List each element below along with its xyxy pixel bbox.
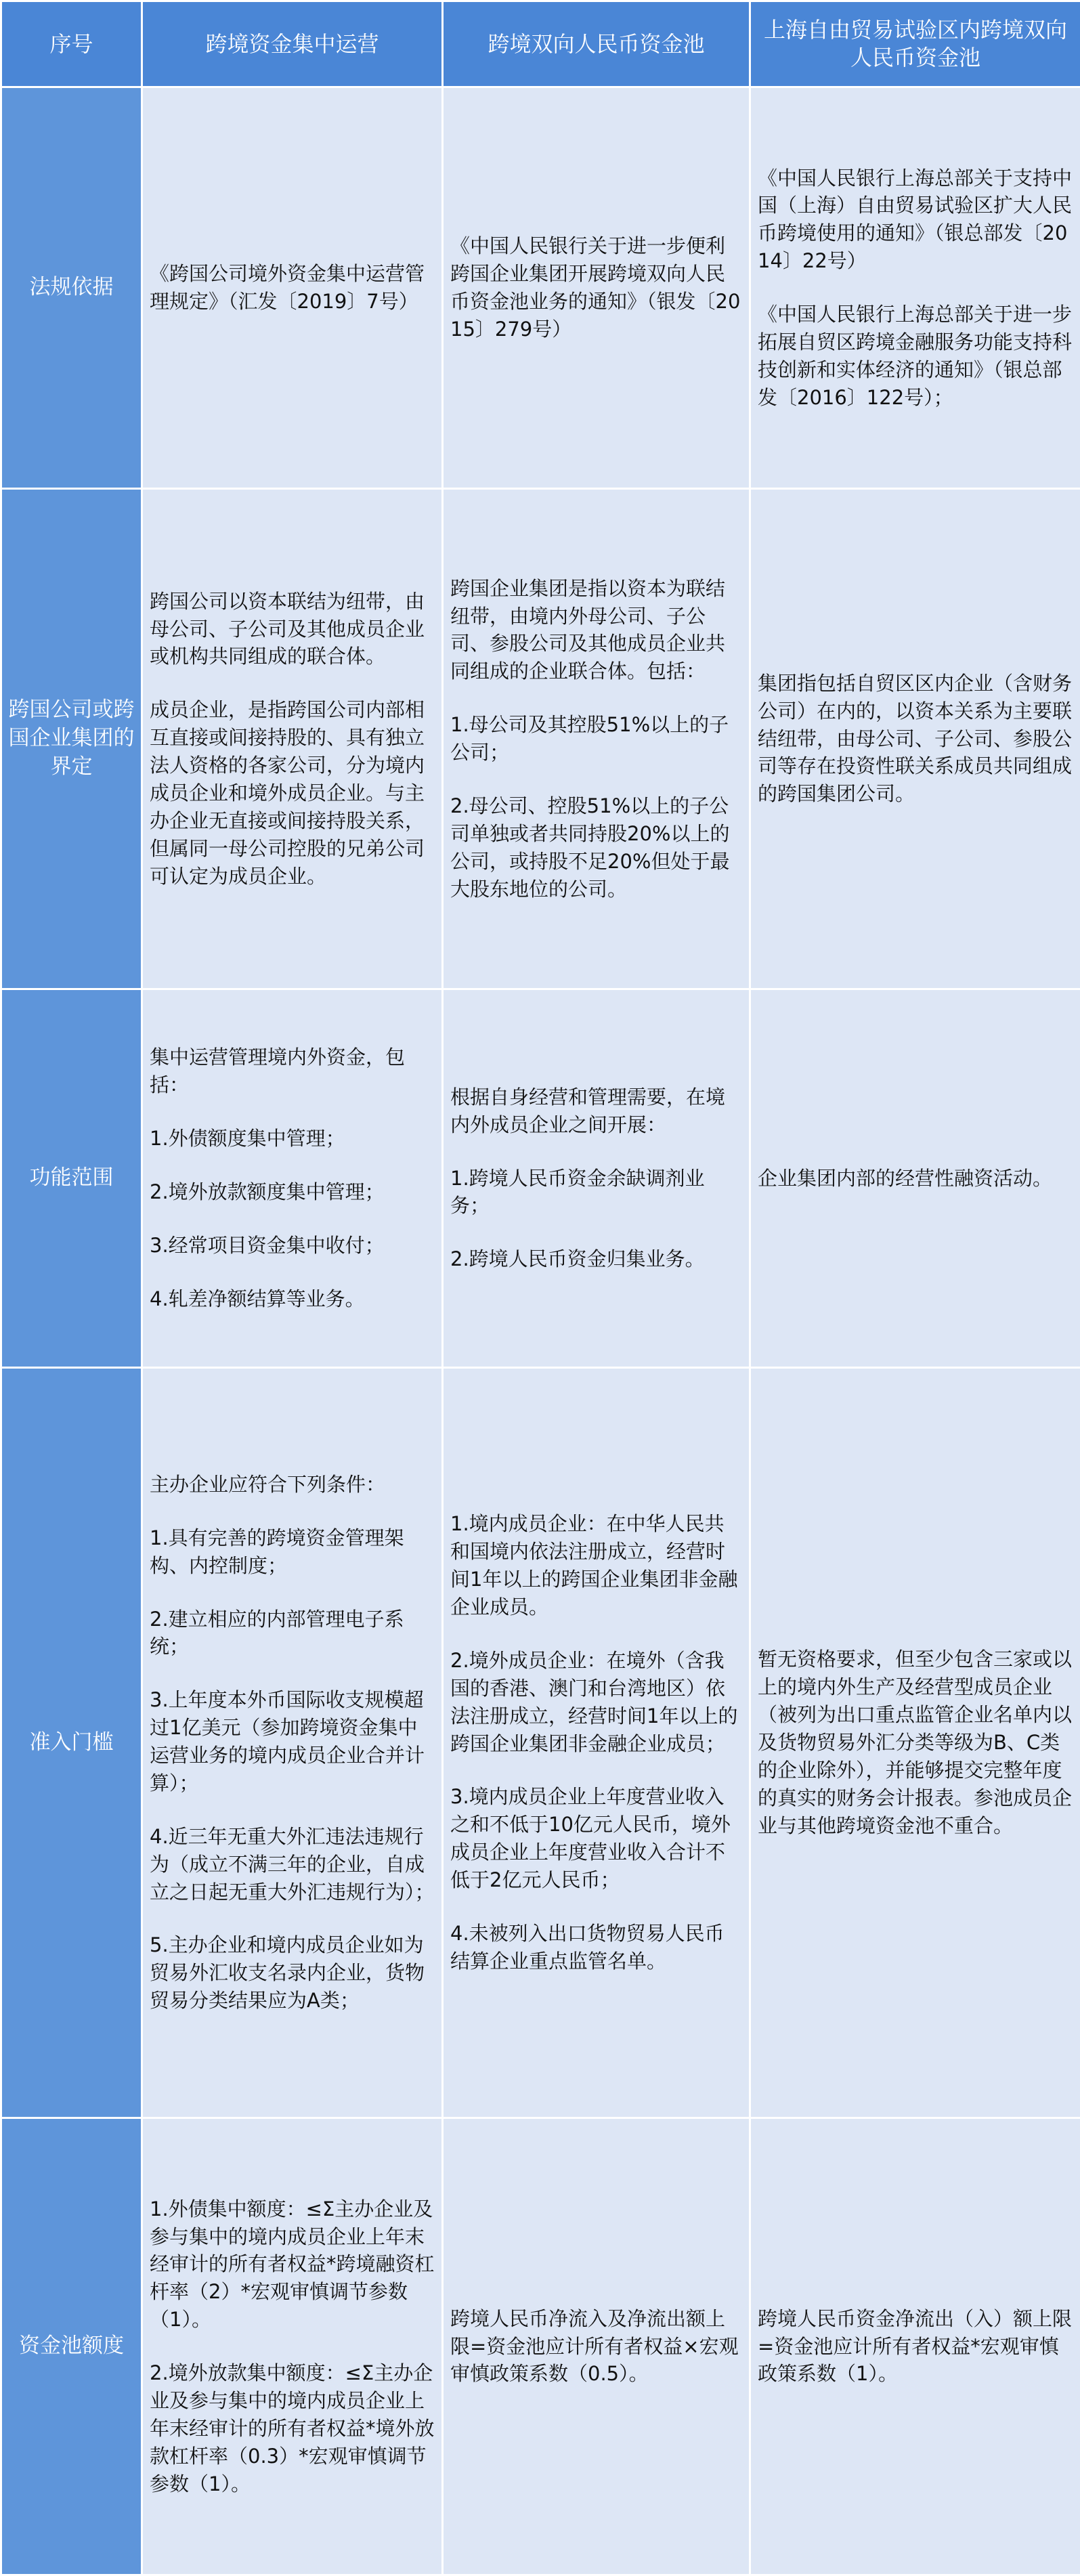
cell-paragraph: 3.上年度本外币国际收支规模超过1亿美元（参加跨境资金集中运营业务的境内成员企业合并计算）； xyxy=(150,1686,435,1797)
cell-paragraph: 2.母公司、控股51%以上的子公司单独或者共同持股20%以上的公司，或持股不足20%但处于最大股东地位的公司。 xyxy=(450,792,742,903)
header-cross-border-fund-operation: 跨境资金集中运营 xyxy=(142,1,443,87)
cell-paragraph: 成员企业，是指跨国公司内部相互直接或间接持股的、具有独立法人资格的各家公司，分为境内成员企业和境外成员企业。与主办企业无直接或间接持股关系，但属同一母公司控股的兄弟公司可认定为成员企业。 xyxy=(150,696,435,890)
cell-paragraph: 2.境外成员企业：在境外（含我国的香港、澳门和台湾地区）依法注册成立，经营时间1年以上的跨国企业集团非金融企业成员； xyxy=(450,1647,742,1758)
cell-paragraph: 1.母公司及其控股51%以上的子公司； xyxy=(450,711,742,767)
cell-col2 xyxy=(443,87,750,489)
cell-paragraph: 3.境内成员企业上年度营业收入之和不低于10亿元人民币，境外成员企业上年度营业收入合计不低于2亿元人民币； xyxy=(450,1783,742,1894)
header-shanghai-ftz-rmb-pool: 上海自由贸易试验区内跨境双向人民币资金池 xyxy=(750,1,1080,87)
cell-col1 xyxy=(142,2118,443,2575)
cell-paragraph: 2.建立相应的内部管理电子系统； xyxy=(150,1606,435,1661)
cell-paragraph: 集团指包括自贸区区内企业（含财务公司）在内的，以资本关系为主要联结纽带，由母公司、子公司、参股公司等存在投资性联关系成员共同组成的跨国集团公司。 xyxy=(758,670,1073,808)
cell-paragraph: 主办企业应符合下列条件： xyxy=(150,1471,435,1499)
cell-col3 xyxy=(750,989,1080,1368)
cell-paragraph: 1.境内成员企业：在中华人民共和国境内依法注册成立，经营时间1年以上的跨国企业集团非金融企业成员。 xyxy=(450,1510,742,1621)
cell-paragraph: 根据自身经营和管理需要，在境内外成员企业之间开展： xyxy=(450,1083,742,1139)
row-label: 功能范围 xyxy=(1,989,142,1368)
cell-paragraph: 4.近三年无重大外汇违法违规行为（成立不满三年的企业，自成立之日起无重大外汇违规行为）； xyxy=(150,1823,435,1906)
cell-col1 xyxy=(142,1368,443,2118)
cell-paragraph: 2.跨境人民币资金归集业务。 xyxy=(450,1245,742,1273)
cell-col3 xyxy=(750,489,1080,989)
cell-col3 xyxy=(750,87,1080,489)
cell-paragraph: 暂无资格要求，但至少包含三家或以上的境内外生产及经营型成员企业（被列为出口重点监管企业名单内以及货物贸易外汇分类等级为B、C类的企业除外），并能够提交完整年度的真实的财务会计报表。参池成员企业与其他跨境资金池不重合。 xyxy=(758,1646,1073,1839)
cell-paragraph: 4.轧差净额结算等业务。 xyxy=(150,1285,435,1313)
cell-paragraph: 集中运营管理境内外资金，包括： xyxy=(150,1044,435,1099)
cell-paragraph: 3.经常项目资金集中收付； xyxy=(150,1232,435,1260)
table-row-pool-quota xyxy=(1,2118,1080,2575)
cell-paragraph: 2.境外放款集中额度：≤Σ主办企业及参与集中的境内成员企业上年末经审计的所有者权益*境外放款杠杆率（0.3）*宏观审慎调节参数（1）。 xyxy=(150,2359,435,2497)
cell-col1 xyxy=(142,87,443,489)
cell-paragraph: 1.具有完善的跨境资金管理架构、内控制度； xyxy=(150,1524,435,1580)
cell-paragraph: 企业集团内部的经营性融资活动。 xyxy=(758,1165,1073,1193)
cell-col2 xyxy=(443,489,750,989)
cell-col2 xyxy=(443,989,750,1368)
table-row-group-definition xyxy=(1,489,1080,989)
cell-paragraph: 2.境外放款额度集中管理； xyxy=(150,1178,435,1206)
cell-paragraph: 1.外债额度集中管理； xyxy=(150,1125,435,1153)
row-label: 资金池额度 xyxy=(1,2118,142,2575)
cell-paragraph: 5.主办企业和境内成员企业如为贸易外汇收支名录内企业，货物贸易分类结果应为A类； xyxy=(150,1931,435,2015)
cell-paragraph: 《中国人民银行上海总部关于支持中国（上海）自由贸易试验区扩大人民币跨境使用的通知》（银总部发〔2014〕22号） xyxy=(758,165,1073,276)
row-label: 跨国公司或跨国企业集团的界定 xyxy=(1,489,142,989)
cell-col1 xyxy=(142,489,443,989)
cell-paragraph: 《中国人民银行上海总部关于进一步拓展自贸区跨境金融服务功能支持科技创新和实体经济的通知》（银总部发〔2016〕122号）； xyxy=(758,301,1073,412)
cell-col2 xyxy=(443,2118,750,2575)
cell-col3 xyxy=(750,2118,1080,2575)
row-label: 法规依据 xyxy=(1,87,142,489)
header-index: 序号 xyxy=(1,1,142,87)
cell-paragraph: 《中国人民银行关于进一步便利跨国企业集团开展跨境双向人民币资金池业务的通知》（银发〔2015〕279号） xyxy=(450,232,742,343)
row-label: 准入门槛 xyxy=(1,1368,142,2118)
cell-paragraph: 跨境人民币资金净流出（入）额上限=资金池应计所有者权益*宏观审慎政策系数（1）。 xyxy=(758,2305,1073,2388)
cell-paragraph: 跨境人民币净流入及净流出额上限=资金池应计所有者权益×宏观审慎政策系数（0.5）。 xyxy=(450,2305,742,2388)
cell-col3 xyxy=(750,1368,1080,2118)
cell-col2 xyxy=(443,1368,750,2118)
cell-col1 xyxy=(142,989,443,1368)
cell-paragraph: 1.外债集中额度：≤Σ主办企业及参与集中的境内成员企业上年末经审计的所有者权益*跨境融资杠杆率（2）*宏观审慎调节参数（1）。 xyxy=(150,2195,435,2334)
cell-paragraph: 1.跨境人民币资金余缺调剂业务； xyxy=(450,1165,742,1220)
table-row-entry-threshold xyxy=(1,1368,1080,2118)
cell-paragraph: 《跨国公司境外资金集中运营管理规定》（汇发〔2019〕7号） xyxy=(150,260,435,316)
cell-paragraph: 跨国企业集团是指以资本为联结纽带，由境内外母公司、子公司、参股公司及其他成员企业共同组成的企业联合体。包括： xyxy=(450,575,742,686)
table-row-function-scope xyxy=(1,989,1080,1368)
header-two-way-rmb-pool: 跨境双向人民币资金池 xyxy=(443,1,750,87)
table-row-legal-basis xyxy=(1,87,1080,489)
cell-paragraph: 4.未被列入出口货物贸易人民币结算企业重点监管名单。 xyxy=(450,1920,742,1975)
header-row xyxy=(1,1,1080,87)
cell-paragraph: 跨国公司以资本联结为纽带，由母公司、子公司及其他成员企业或机构共同组成的联合体。 xyxy=(150,588,435,671)
